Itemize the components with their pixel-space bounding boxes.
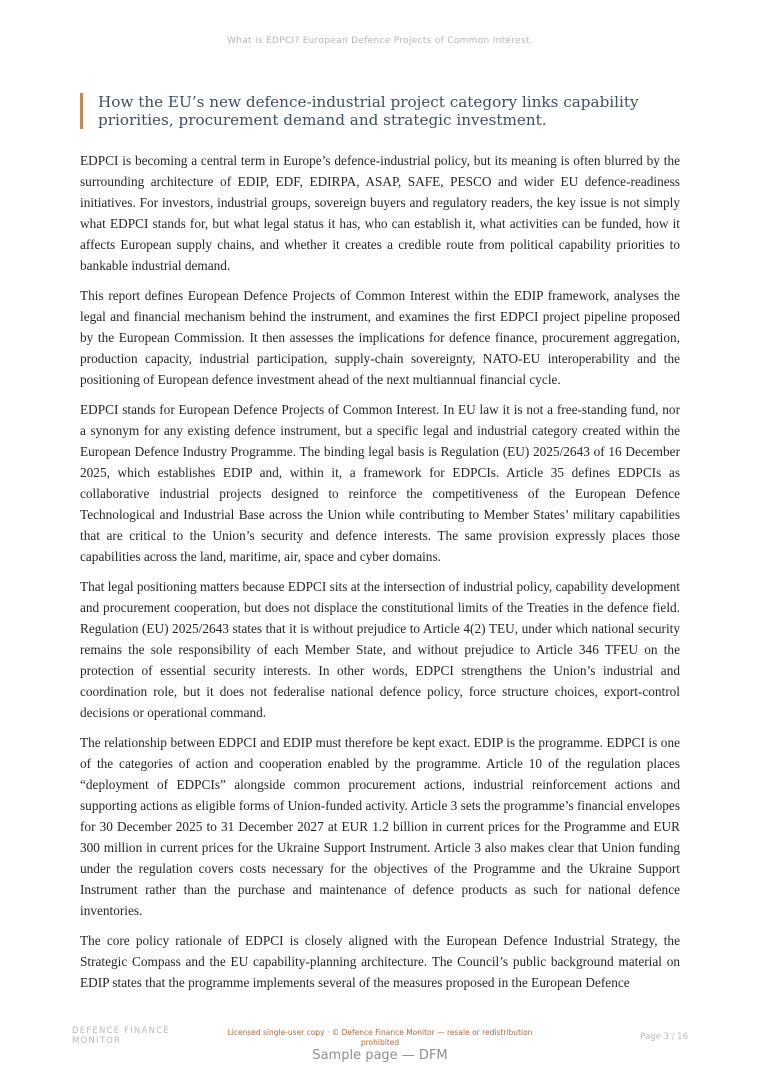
body-paragraph: EDPCI stands for European Defence Projects of Common Interest. In EU law it is not a free-standing fund, nor a synonym for any existing defence instrument, but a specific legal and industrial category created within the European Defence Industry Programme. The binding legal basis is Regulation (EU) 2025/2643 of 16 December 2025, which establishes EDIP and, within it, a framework for EDPCIs. Article 35 defines EDPCIs as collaborative industrial projects designed to reinforce the competitiveness of the European Defence Technological and Industrial Base across the Union while contributing to Member States’ military capabilities that are critical to the Union’s security and defence interests. The same provision expressly places those capabilities across the land, maritime, air, space and cyber domains.: [80, 402, 680, 564]
body-paragraph: The relationship between EDPCI and EDIP must therefore be kept exact. EDIP is the programme. EDPCI is one of the categories of action and cooperation enabled by the programme. Article 10 of the regulation places “deployment of EDPCIs” alongside common procurement actions, industrial reinforcement actions and supporting actions as eligible forms of Union-funded activity. Article 3 sets the programme’s financial envelopes for 30 December 2025 to 31 December 2027 at EUR 1.2 billion in current prices for the Programme and EUR 300 million in current prices for the Ukraine Support Instrument. Article 3 also makes clear that Union funding under the regulation covers costs necessary for the objectives of the Programme and the Ukraine Support Instrument rather than the purchase and maintenance of defence products as such for national defence inventories.: [80, 735, 680, 918]
sample-page-label: Sample page — DFM: [312, 1048, 448, 1063]
pull-quote: How the EU’s new defence-industrial project category links capability priorities, procurement demand and strategic investment.: [80, 93, 698, 129]
body-paragraph: EDPCI is becoming a central term in Europe’s defence-industrial policy, but its meaning is often blurred by the surrounding architecture of EDIP, EDF, EDIRPA, ASAP, SAFE, PESCO and wider EU defence-readiness initiatives. For investors, industrial groups, sovereign buyers and regulatory readers, the key issue is not simply what EDPCI stands for, but what legal status it has, who can establish it, what activities can be funded, how it affects European supply chains, and whether it creates a credible route from political capability priorities to bankable industrial demand.: [80, 153, 680, 273]
footer-license-notice: Licensed single-user copy · © Defence Finance Monitor — resale or redistribution prohibited: [227, 1028, 533, 1047]
body-text: [80, 150, 680, 1002]
page-number: Page 3 / 16: [640, 1032, 688, 1042]
footer-brand-line: MONITOR: [72, 1036, 122, 1046]
footer-brand-line: DEFENCE FINANCE: [72, 1026, 170, 1036]
body-paragraph: The core policy rationale of EDPCI is closely aligned with the European Defence Industrial Strategy, the Strategic Compass and the EU capability-planning architecture. The Council’s public background material on EDIP states that the programme implements several of the measures proposed in the European Defence: [80, 933, 680, 990]
body-paragraph: This report defines European Defence Projects of Common Interest within the EDIP framework, analyses the legal and financial mechanism behind the instrument, and examines the first EDPCI project pipeline proposed by the European Commission. It then assesses the implications for defence finance, procurement aggregation, production capacity, industrial participation, supply-chain sovereignty, NATO-EU interoperability and the positioning of European defence investment ahead of the next multiannual financial cycle.: [80, 288, 680, 387]
running-header: What is EDPCI? European Defence Projects of Common Interest.: [227, 36, 533, 46]
body-paragraph: That legal positioning matters because EDPCI sits at the intersection of industrial policy, capability development and procurement cooperation, but does not displace the constitutional limits of the Treaties in the defence field. Regulation (EU) 2025/2643 states that it is without prejudice to Article 4(2) TEU, under which national security remains the sole responsibility of each Member State, and without prejudice to Article 346 TFEU on the protection of essential security interests. In other words, EDPCI strengthens the Union’s industrial and coordination role, but it does not federalise national defence policy, force structure choices, export-control decisions or operational command.: [80, 579, 680, 720]
footer-brand: [72, 1026, 212, 1046]
